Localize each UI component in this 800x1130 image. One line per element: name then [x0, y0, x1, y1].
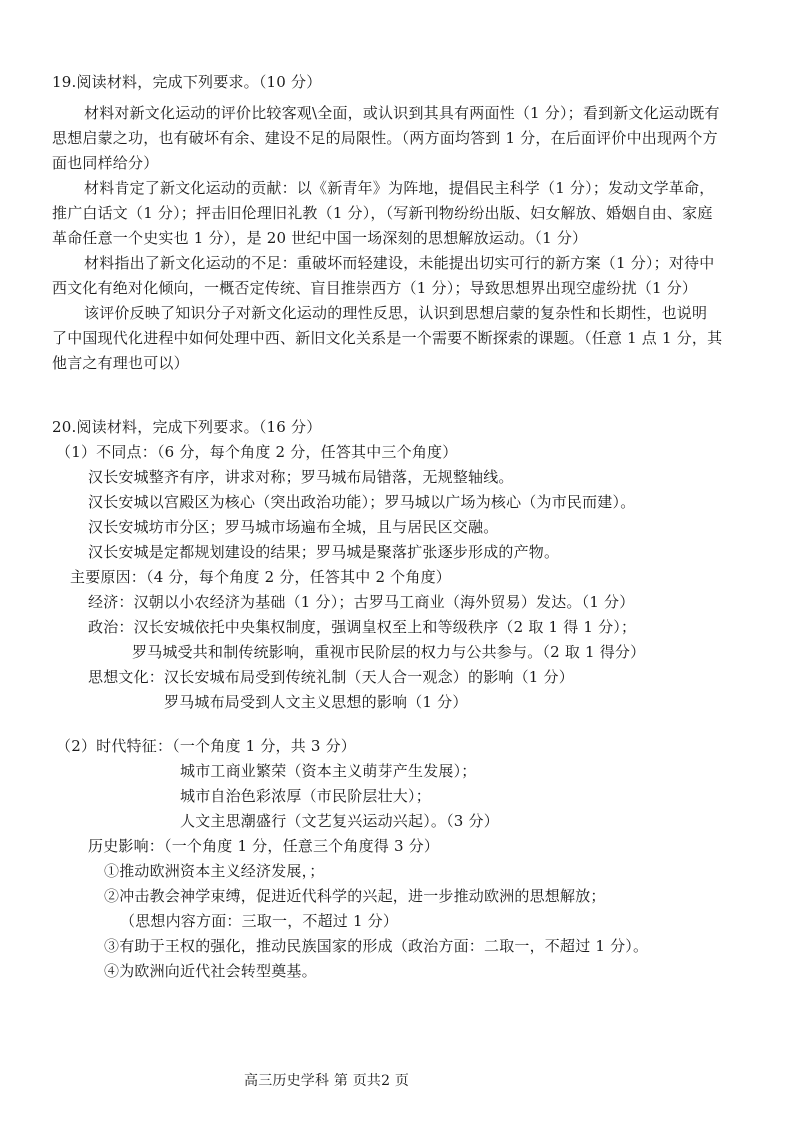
q19-line: 材料指出了新文化运动的不足：重破坏而轻建设，未能提出切实可行的新方案（1 分）；对待中: [84, 254, 715, 272]
q20-line: （思想内容方面：三取一，不超过 1 分）: [120, 912, 399, 930]
q20-line: 罗马城布局受到人文主义思想的影响（1 分）: [164, 693, 468, 711]
q20-line: 汉长安城是定都规划建设的结果；罗马城是聚落扩张逐步形成的产物。: [88, 543, 560, 561]
q19-line: 西文化有绝对化倾向，一概否定传统、盲目推崇西方（1 分）；导致思想界出现空虚纷扰（1 分）: [52, 279, 698, 297]
q20-line: 汉长安城坊市分区；罗马城市场遍布全城，且与居民区交融。: [88, 518, 499, 536]
q20-line: 城市工商业繁荣（资本主义萌芽产生发展）；: [180, 762, 477, 780]
q20-line: ①推动欧洲资本主义经济发展，；: [104, 862, 325, 880]
q20-line: 思想文化：汉长安城布局受到传统礼制（天人合一观念）的影响（1 分）: [88, 668, 574, 686]
q19-line: 思想启蒙之功，也有破坏有余、建设不足的局限性。（两方面均答到 1 分，在后面评价中出现两个方: [52, 129, 718, 147]
q20-line: 汉长安城以宫殿区为核心（突出政治功能）；罗马城以广场为核心（为市民而建）。: [88, 493, 636, 511]
q20-line: （2）时代特征：（一个角度 1 分，共 3 分）: [56, 737, 357, 755]
q19-line: 材料对新文化运动的评价比较客观\全面，或认识到其具有两面性（1 分）；看到新文化运动既有: [84, 104, 720, 122]
q19-line: 推广白话文（1 分）；抨击旧伦理旧礼教（1 分），（写新刊物纷纷出版、妇女解放、婚姻自由、家庭: [52, 204, 713, 222]
q19-line: 材料肯定了新文化运动的贡献：以《新青年》为阵地，提倡民主科学（1 分）；发动文学革命，: [84, 179, 715, 197]
q20-line: 城市自治色彩浓厚（市民阶层壮大）；: [180, 787, 431, 805]
q19-line: 了中国现代化进程中如何处理中西、新旧文化关系是一个需要不断探索的课题。（任意 1 点 1 分，其: [52, 329, 723, 347]
q20-line: 汉长安城整齐有序，讲求对称；罗马城布局错落，无规整轴线。: [88, 468, 514, 486]
page-footer: 高三历史学科 第 页共2 页: [244, 1073, 410, 1089]
q19-line: 革命任意一个史实也 1 分），是 20 世纪中国一场深刻的思想解放运动。（1 分）: [52, 229, 588, 247]
q20-line: 经济：汉朝以小农经济为基础（1 分）；古罗马工商业（海外贸易）发达。（1 分）: [88, 593, 635, 611]
q19-title: 19.阅读材料，完成下列要求。（10 分）: [52, 73, 322, 91]
q20-line: 历史影响：（一个角度 1 分，任意三个角度得 3 分）: [88, 837, 440, 855]
q20-line: 政治：汉长安城依托中央集权制度，强调皇权至上和等级秩序（2 取 1 得 1 分）；: [88, 618, 637, 636]
q19-line: 该评价反映了知识分子对新文化运动的理性反思，认识到思想启蒙的复杂性和长期性，也说明: [84, 304, 708, 322]
q20-line: 人文主思潮盛行（文艺复兴运动兴起）。（3 分）: [180, 812, 499, 830]
q20-line: 主要原因：（4 分，每个角度 2 分，任答其中 2 个角度）: [70, 568, 451, 586]
q19-line: 面也同样给分）: [52, 154, 159, 172]
q20-line: ②冲击教会神学束缚，促进近代科学的兴起，进一步推动欧洲的思想解放；: [104, 887, 606, 905]
q20-line: ③有助于王权的强化，推动民族国家的形成（政治方面：二取一，不超过 1 分）。: [104, 937, 649, 955]
q20-line: ④为欧洲向近代社会转型奠基。: [104, 962, 317, 980]
q20-title: 20.阅读材料，完成下列要求。（16 分）: [52, 418, 322, 436]
q20-line: （1）不同点：（6 分，每个角度 2 分，任答其中三个角度）: [56, 443, 458, 461]
q19-line: 他言之有理也可以）: [52, 354, 189, 372]
q20-line: 罗马城受共和制传统影响，重视市民阶层的权力与公共参与。（2 取 1 得分）: [132, 643, 646, 661]
